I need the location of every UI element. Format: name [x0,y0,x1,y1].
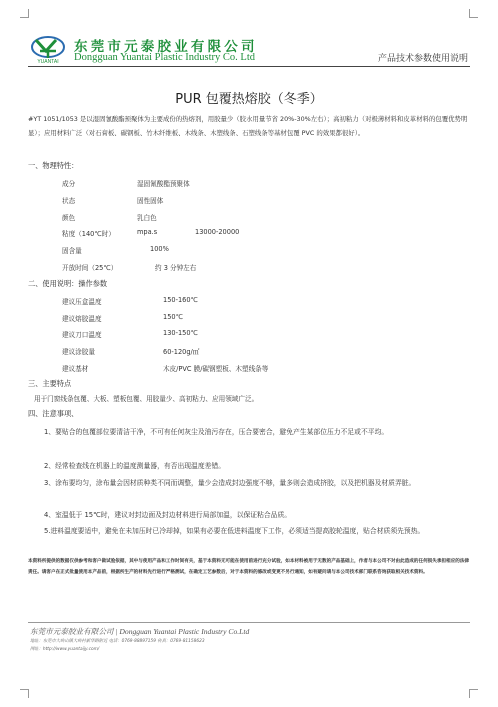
company-name-en: Dongguan Yuantai Plastic Industry Co. Ltd [74,52,256,63]
notes-item: 1、要贴合的包覆部位要清洁干净，不可有任何灰尘及油污存在，压合要密合，避免产生某部位压力不足或不平均。 [44,428,389,436]
section-physical-heading: 一、物理特性： [28,161,79,170]
prop-label: 粘度（140℃时） [62,230,115,238]
yuantai-logo-icon [28,34,68,64]
header-divider [28,66,470,67]
prop-value: 约 3 分钟左右 [155,264,197,272]
prop-value: 100% [150,245,169,253]
param-value: 60-120g/㎡ [163,348,200,356]
document-title: PUR 包覆热熔胶（冬季） [175,92,323,107]
param-value: 150-160℃ [163,296,198,304]
prop-value: 湿固氰酸酯预聚体 [137,180,190,188]
notes-item: 3、涂布要均匀，涂布量会因材质种类不同而调整，量少会造成封边强度不够，量多则会造成挤胶，以及把机器及材质弄脏。 [44,479,416,487]
prop-value: 乳白色 [137,214,157,222]
param-value: 130-150℃ [163,329,198,337]
footer-divider [28,622,470,623]
footer-website: 网址：http://www.yuantaijy.com/ [30,647,100,652]
disclaimer-note: 本资料所提供的数据仅供参考和客户做试验依据，其中与使用产品和工作时间有关，基于本资料无可能在使用前进行充分试验，如本材料被用于无数的产品基础上，作者与本公司不对由此造成的任何损失承担相应的法律责任。请客户在正式批量使用本产品前，根据所生产的材料先行进行严格测试，在确定工艺参数后，对于本资料的修改或变更不另行通知，如有疑问请与本公司技术部门联系咨询获取相关技术资料。 [28,559,470,575]
header-doc-type: 产品技术参数使用说明 [377,54,468,64]
param-label: 建议刀口温度 [62,331,102,339]
prop-label: 成分 [62,180,76,188]
param-label: 建议压盒温度 [62,298,102,306]
company-name-cn: 东莞市元泰胶业有限公司 [74,39,258,55]
section-notes-heading: 四、注意事项、 [28,409,79,418]
footer-company: 东莞市元泰胶业有限公司 | Dongguan Yuantai Plastic Industry Co.Ltd [30,627,250,636]
prop-extra: 13000-20000 [195,228,240,236]
footer-contact: 地址：东莞市大岭山镇大岭村新华路附近 电话：0769-88897159 传真：0769-81158623 [30,639,205,644]
section-features-heading: 三、主要特点 [28,379,72,388]
crop-mark-bottom-right [469,689,478,698]
crop-mark-top-right [469,9,478,18]
crop-mark-top-left [20,9,29,18]
svg-text:YUANTAI: YUANTAI [37,59,59,64]
param-label: 建议熔胶温度 [62,315,102,323]
intro-paragraph: #YT 1051/1053 是以湿固氰酸酯预聚体为主要成份的热熔剂，用胶量少（胶水用量节省 20%-30%左右）；高初粘力（对极薄材料和皮革材料的包覆优势明显）；应用材料广泛（对石膏板、碳钢板、竹木纤维板、木线条、木塑线条、石塑线条等基材包覆 PVC 的效果都很好）。 [28,115,468,137]
prop-label: 颜色 [62,214,76,222]
param-value: 木皮/PVC 膜/碳钢塑板、木塑线条等 [163,365,269,373]
prop-label: 状态 [62,197,76,205]
notes-item: 5.进料温度要适中，避免在未加压时已冷却掉，如果有必要在低进料温度下工作，必须适当提高胶轮温度，贴合材质须先预热。 [44,527,425,535]
prop-value: mpa.s [137,228,158,236]
prop-value: 固性固体 [137,197,164,205]
param-label: 建议涂胶量 [62,348,95,356]
section-usage-heading: 二、使用说明：操作参数 [28,279,108,288]
param-value: 150℃ [163,313,183,321]
features-text: 用于门窗线条包覆、大板、塑板包覆、用胶量少、高初粘力、应用领域广泛。 [34,395,259,403]
notes-item: 2、经常检查线在机器上的温度测量器，有否出现温度差错。 [44,462,226,470]
prop-label: 固含量 [62,247,82,255]
crop-mark-bottom-left [20,689,29,698]
prop-label: 开放时间（25℃） [62,264,118,272]
notes-item: 4、室温低于 15℃时，建议对封边面及封边材料进行局部加温，以保证粘合品质。 [44,511,292,519]
param-label: 建议基材 [62,365,89,373]
